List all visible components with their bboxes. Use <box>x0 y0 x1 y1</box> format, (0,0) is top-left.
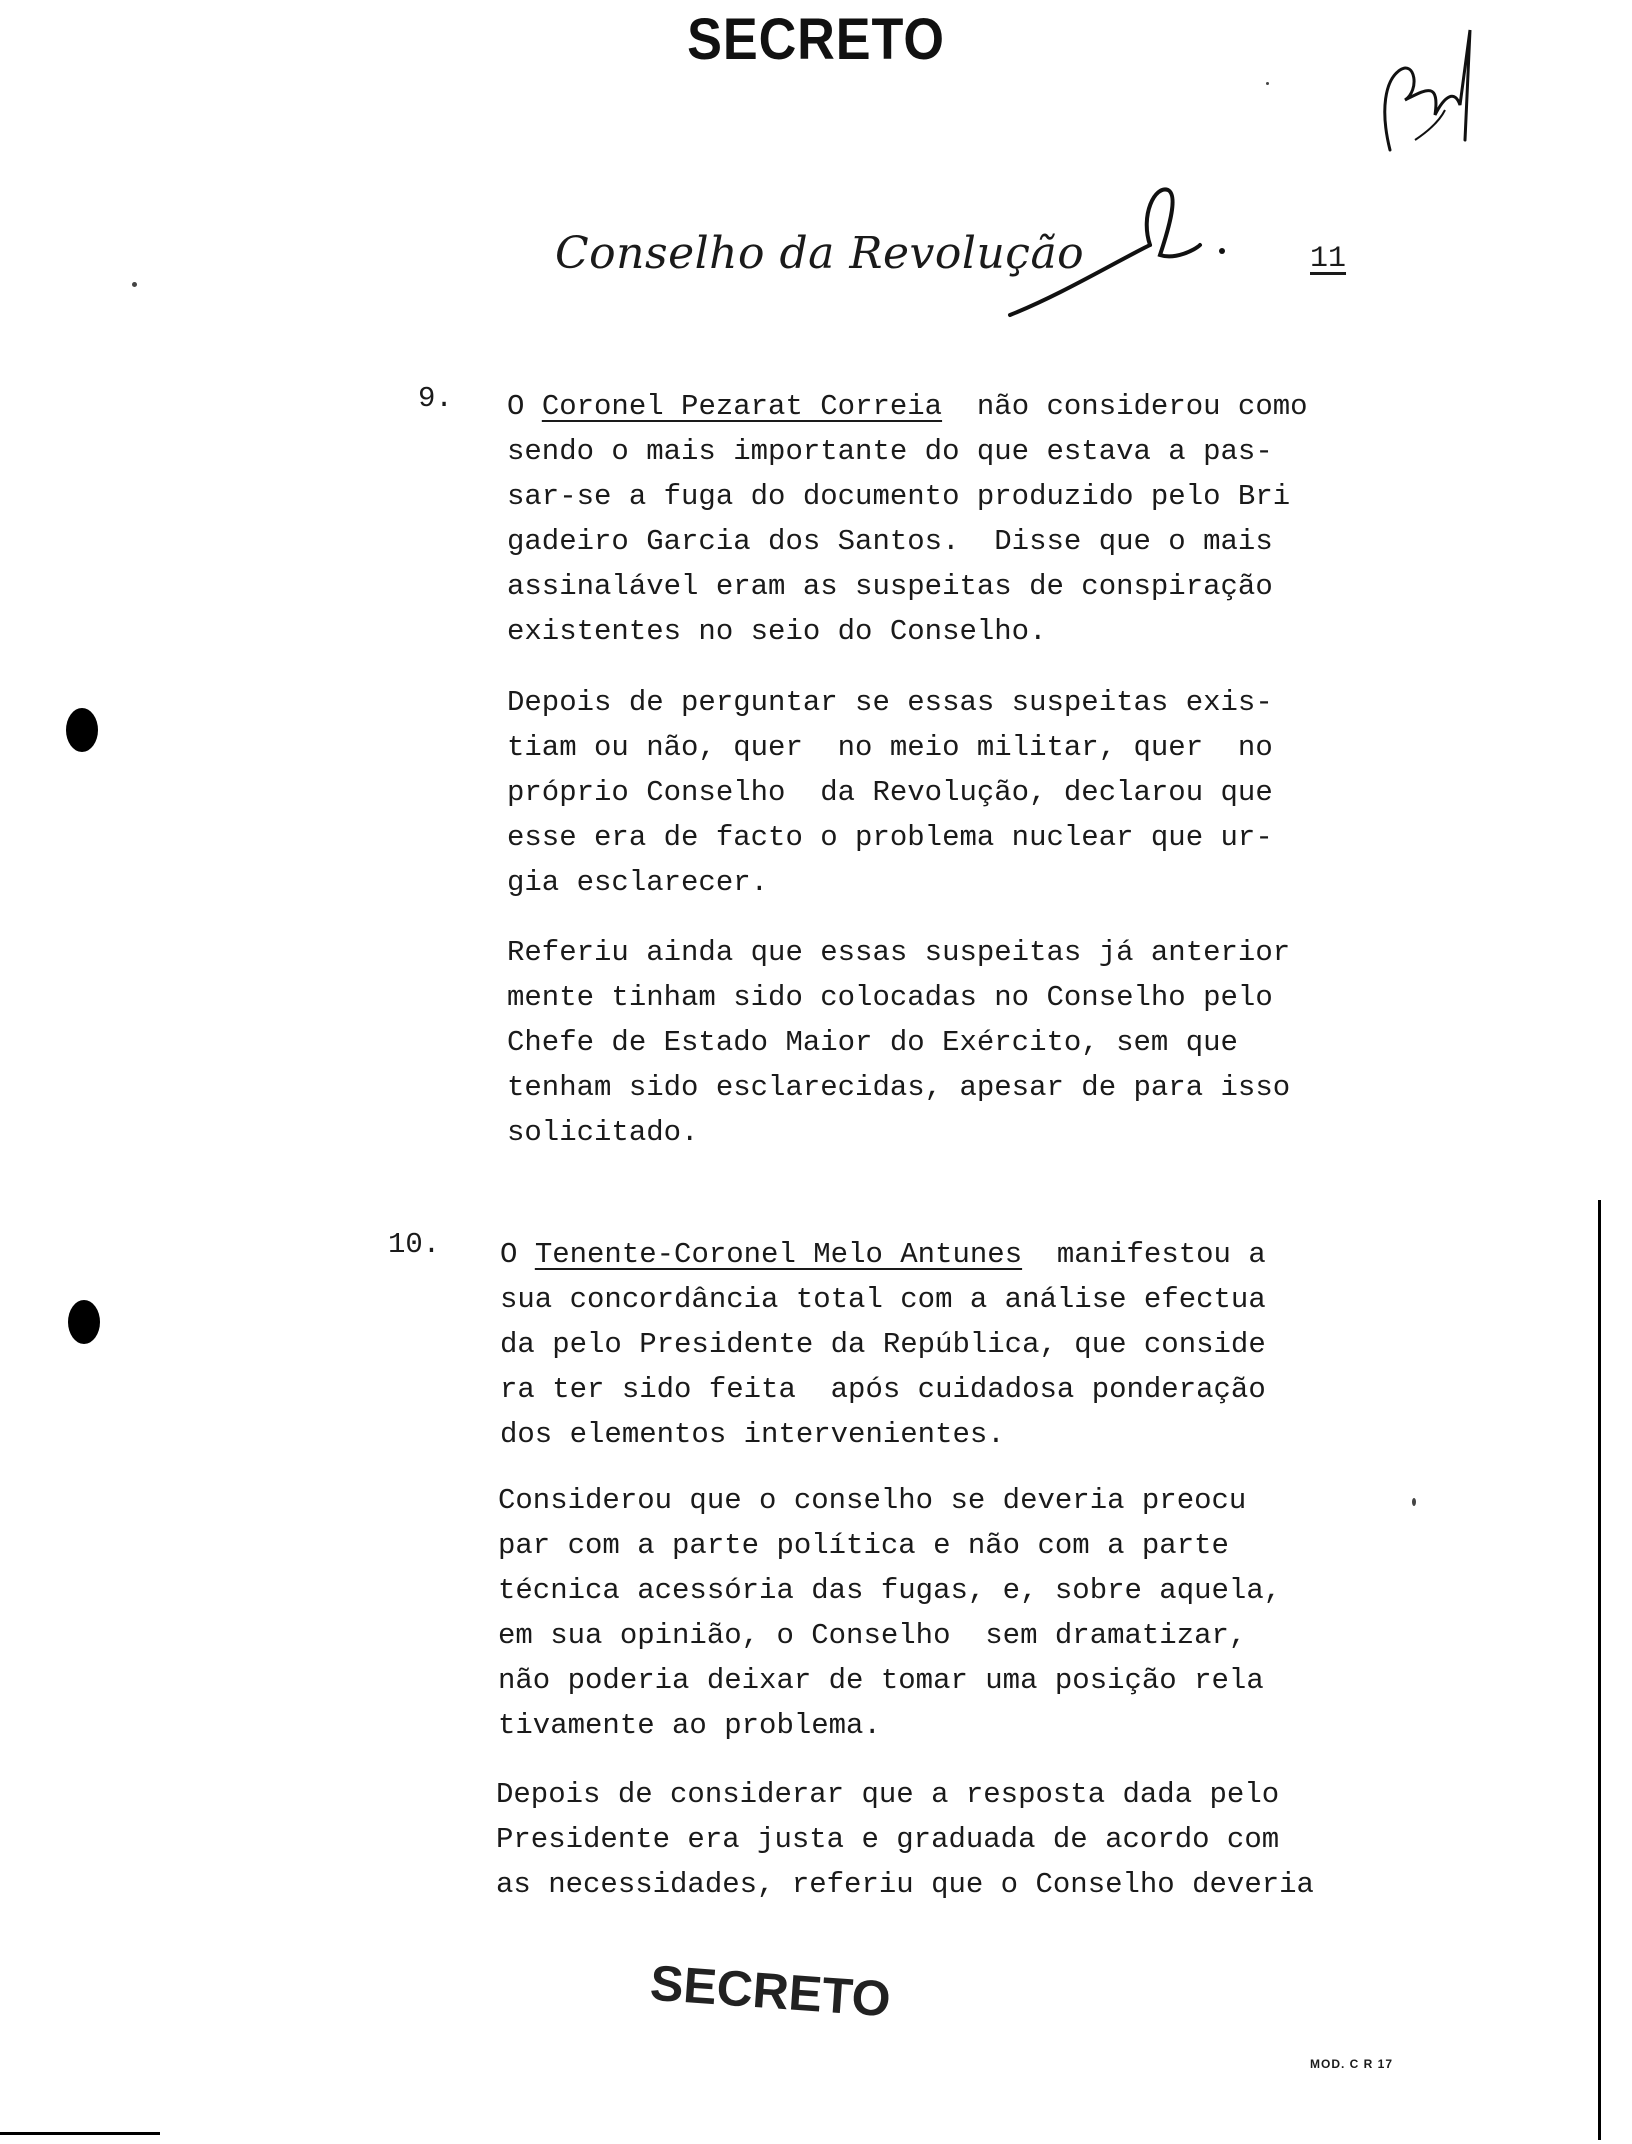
paragraph-line: não considerou como <box>942 390 1308 423</box>
handwritten-initials-mark <box>1370 20 1480 170</box>
page-number: 11 <box>1310 242 1347 276</box>
paragraph-line: dos elementos intervenientes. <box>500 1418 1005 1451</box>
paragraph-line: técnica acessória das fugas, e, sobre aquela, <box>498 1574 1282 1607</box>
item-paragraph <box>507 930 1290 1155</box>
paragraph-line: não poderia deixar de tomar uma posição rela <box>498 1664 1264 1697</box>
item-paragraph <box>498 1478 1281 1748</box>
scan-edge-line <box>0 2132 160 2135</box>
paragraph-line: em sua opinião, o Conselho sem dramatizar, <box>498 1619 1247 1652</box>
speaker-name: Coronel Pezarat Correia <box>541 390 943 423</box>
paragraph-line: gia esclarecer. <box>507 866 769 899</box>
paragraph-line: Chefe de Estado Maior do Exército, sem que <box>507 1026 1238 1059</box>
punch-hole-mark <box>66 708 98 752</box>
item-number: 9. <box>418 382 453 415</box>
paragraph-line: sar-se a fuga do documento produzido pelo Bri <box>507 480 1291 513</box>
secret-stamp-top: SECRETO <box>687 7 945 72</box>
paragraph-line: Considerou que o conselho se deveria preocu <box>498 1484 1247 1517</box>
paragraph-line: tiam ou não, quer no meio militar, quer no <box>507 731 1273 764</box>
item-paragraph <box>496 1772 1314 1907</box>
scan-speck <box>1266 82 1269 85</box>
paragraph-line: tivamente ao problema. <box>498 1709 881 1742</box>
item-number: 10. <box>388 1228 441 1261</box>
paragraph-line: mente tinham sido colocadas no Conselho pelo <box>507 981 1273 1014</box>
item-paragraph <box>507 680 1273 905</box>
form-code: MOD. C R 17 <box>1310 2057 1394 2071</box>
paragraph-line: manifestou a <box>1022 1238 1266 1271</box>
paragraph-line: assinalável eram as suspeitas de conspiração <box>507 570 1273 603</box>
scan-speck <box>132 282 137 287</box>
speaker-name: Tenente-Coronel Melo Antunes <box>534 1238 1023 1271</box>
scan-edge-line <box>1598 1200 1601 2140</box>
paragraph-line: da pelo Presidente da República, que conside <box>500 1328 1266 1361</box>
paragraph-line: esse era de facto o problema nuclear que ur- <box>507 821 1273 854</box>
letterhead-title: Conselho da Revolução <box>555 228 1085 279</box>
paragraph-line: Referiu ainda que essas suspeitas já anterior <box>507 936 1291 969</box>
paragraph-line: sua concordância total com a análise efectua <box>500 1283 1266 1316</box>
paragraph-line: Depois de considerar que a resposta dada pelo <box>496 1778 1280 1811</box>
secret-stamp-bottom: SECRETO <box>648 1954 893 2028</box>
paragraph-line: existentes no seio do Conselho. <box>507 615 1047 648</box>
item-paragraph <box>500 1232 1266 1457</box>
punch-hole-mark <box>68 1300 100 1344</box>
paragraph-line: Depois de perguntar se essas suspeitas exis- <box>507 686 1273 719</box>
paragraph-line: ra ter sido feita após cuidadosa ponderação <box>500 1373 1266 1406</box>
paragraph-line: par com a parte política e não com a parte <box>498 1529 1229 1562</box>
scan-speck <box>1412 1498 1416 1506</box>
paragraph-line: próprio Conselho da Revolução, declarou que <box>507 776 1273 809</box>
paragraph-line: tenham sido esclarecidas, apesar de para isso <box>507 1071 1291 1104</box>
item-paragraph <box>507 384 1308 654</box>
paragraph-line: solicitado. <box>507 1116 699 1149</box>
paragraph-lead: O <box>500 1238 535 1271</box>
paragraph-line: Presidente era justa e graduada de acordo com <box>496 1823 1280 1856</box>
paragraph-line: as necessidades, referiu que o Conselho deveria <box>496 1868 1314 1901</box>
paragraph-line: sendo o mais importante do que estava a pas- <box>507 435 1273 468</box>
paragraph-line: gadeiro Garcia dos Santos. Disse que o mais <box>507 525 1273 558</box>
paragraph-lead: O <box>507 390 542 423</box>
handwritten-signature <box>1000 185 1240 325</box>
